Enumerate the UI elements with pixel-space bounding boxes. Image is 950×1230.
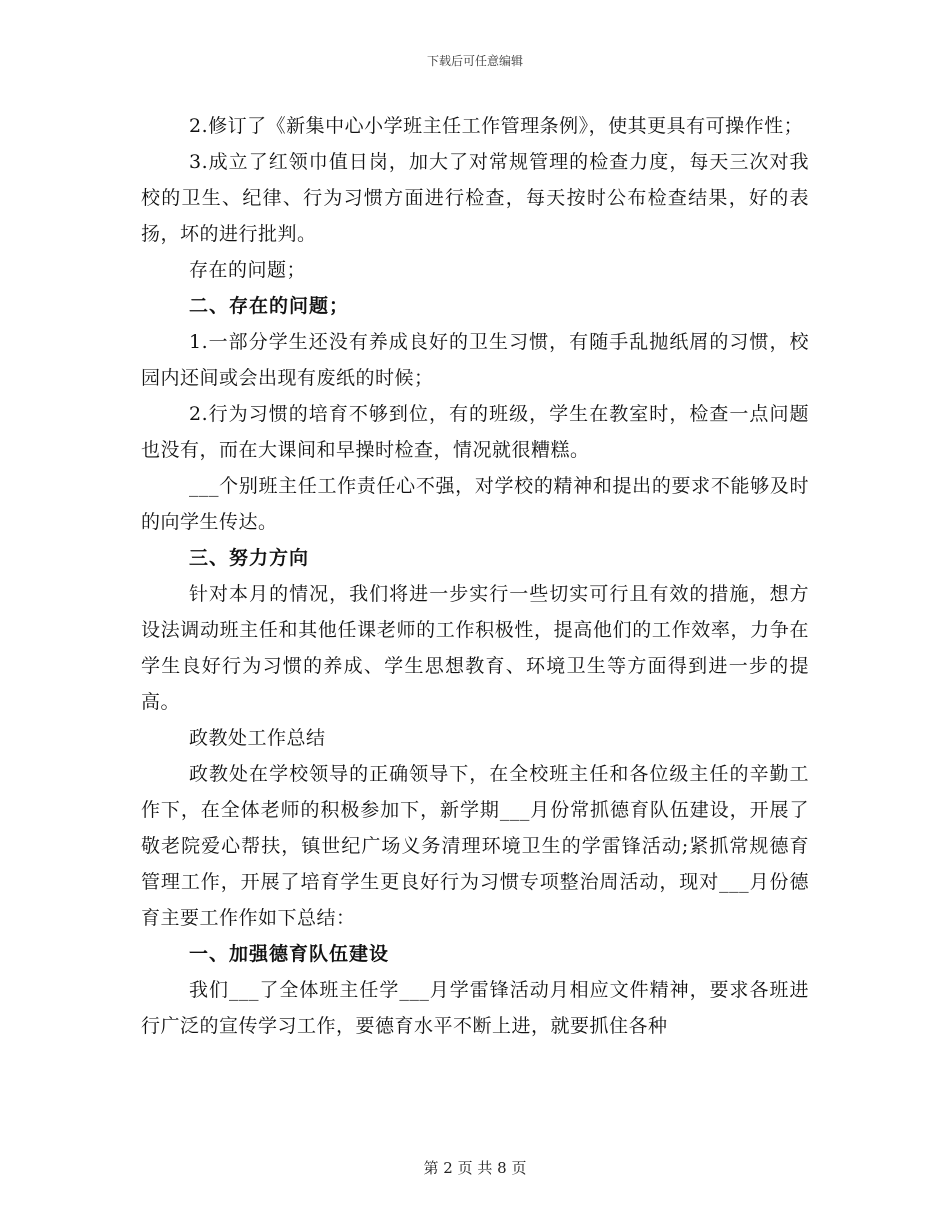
paragraph: 政教处工作总结 <box>189 727 326 749</box>
paragraph: 我们___了全体班主任学___月学雷锋活动月相应文件精神，要求各班进行广泛的宣传学习工作，要德育水平不断上进，就要抓住各种 <box>141 979 809 1037</box>
paragraph: 1.一部分学生还没有养成良好的卫生习惯，有随手乱抛纸屑的习惯，校园内还间或会出现有废纸的时候； <box>141 331 809 389</box>
paragraph: 3.成立了红领巾值日岗，加大了对常规管理的检查力度，每天三次对我校的卫生、纪律、行为习惯方面进行检查，每天按时公布检查结果，好的表扬，坏的进行批判。 <box>141 151 809 245</box>
section-heading: 一、加强德育队伍建设 <box>189 943 390 965</box>
paragraph: 政教处在学校领导的正确领导下，在全校班主任和各位级主任的辛勤工作下，在全体老师的积极参加下，新学期___月份常抓德育队伍建设，开展了敬老院爱心帮扶，镇世纪广场义务清理环境卫生的学雷锋活动;紧抓常规德育管理工作，开展了培育学生更良好行为习惯专项整治周活动，现对___月份德育主要工作作如下总结： <box>141 763 809 929</box>
paragraph: ___个别班主任工作责任心不强，对学校的精神和提出的要求不能够及时的向学生传达。 <box>141 475 809 533</box>
paragraph: 2.行为习惯的培育不够到位，有的班级，学生在教室时，检查一点问题也没有，而在大课间和早操时检查，情况就很糟糕。 <box>141 403 809 461</box>
paragraph: 2.修订了《新集中心小学班主任工作管理条例》，使其更具有可操作性； <box>189 115 804 137</box>
page-header-note: 下载后可任意编辑 <box>426 54 523 68</box>
document-body <box>141 108 809 1044</box>
paragraph: 存在的问题； <box>189 259 307 281</box>
paragraph: 针对本月的情况，我们将进一步实行一些切实可行且有效的措施，想方设法调动班主任和其他任课老师的工作积极性，提高他们的工作效率，力争在学生良好行为习惯的养成、学生思想教育、环境卫生等方面得到进一步的提高。 <box>141 583 809 713</box>
section-heading: 三、努力方向 <box>189 547 310 569</box>
page-number: 第 2 页 共 8 页 <box>423 1159 527 1177</box>
section-heading: 二、存在的问题； <box>189 295 350 317</box>
